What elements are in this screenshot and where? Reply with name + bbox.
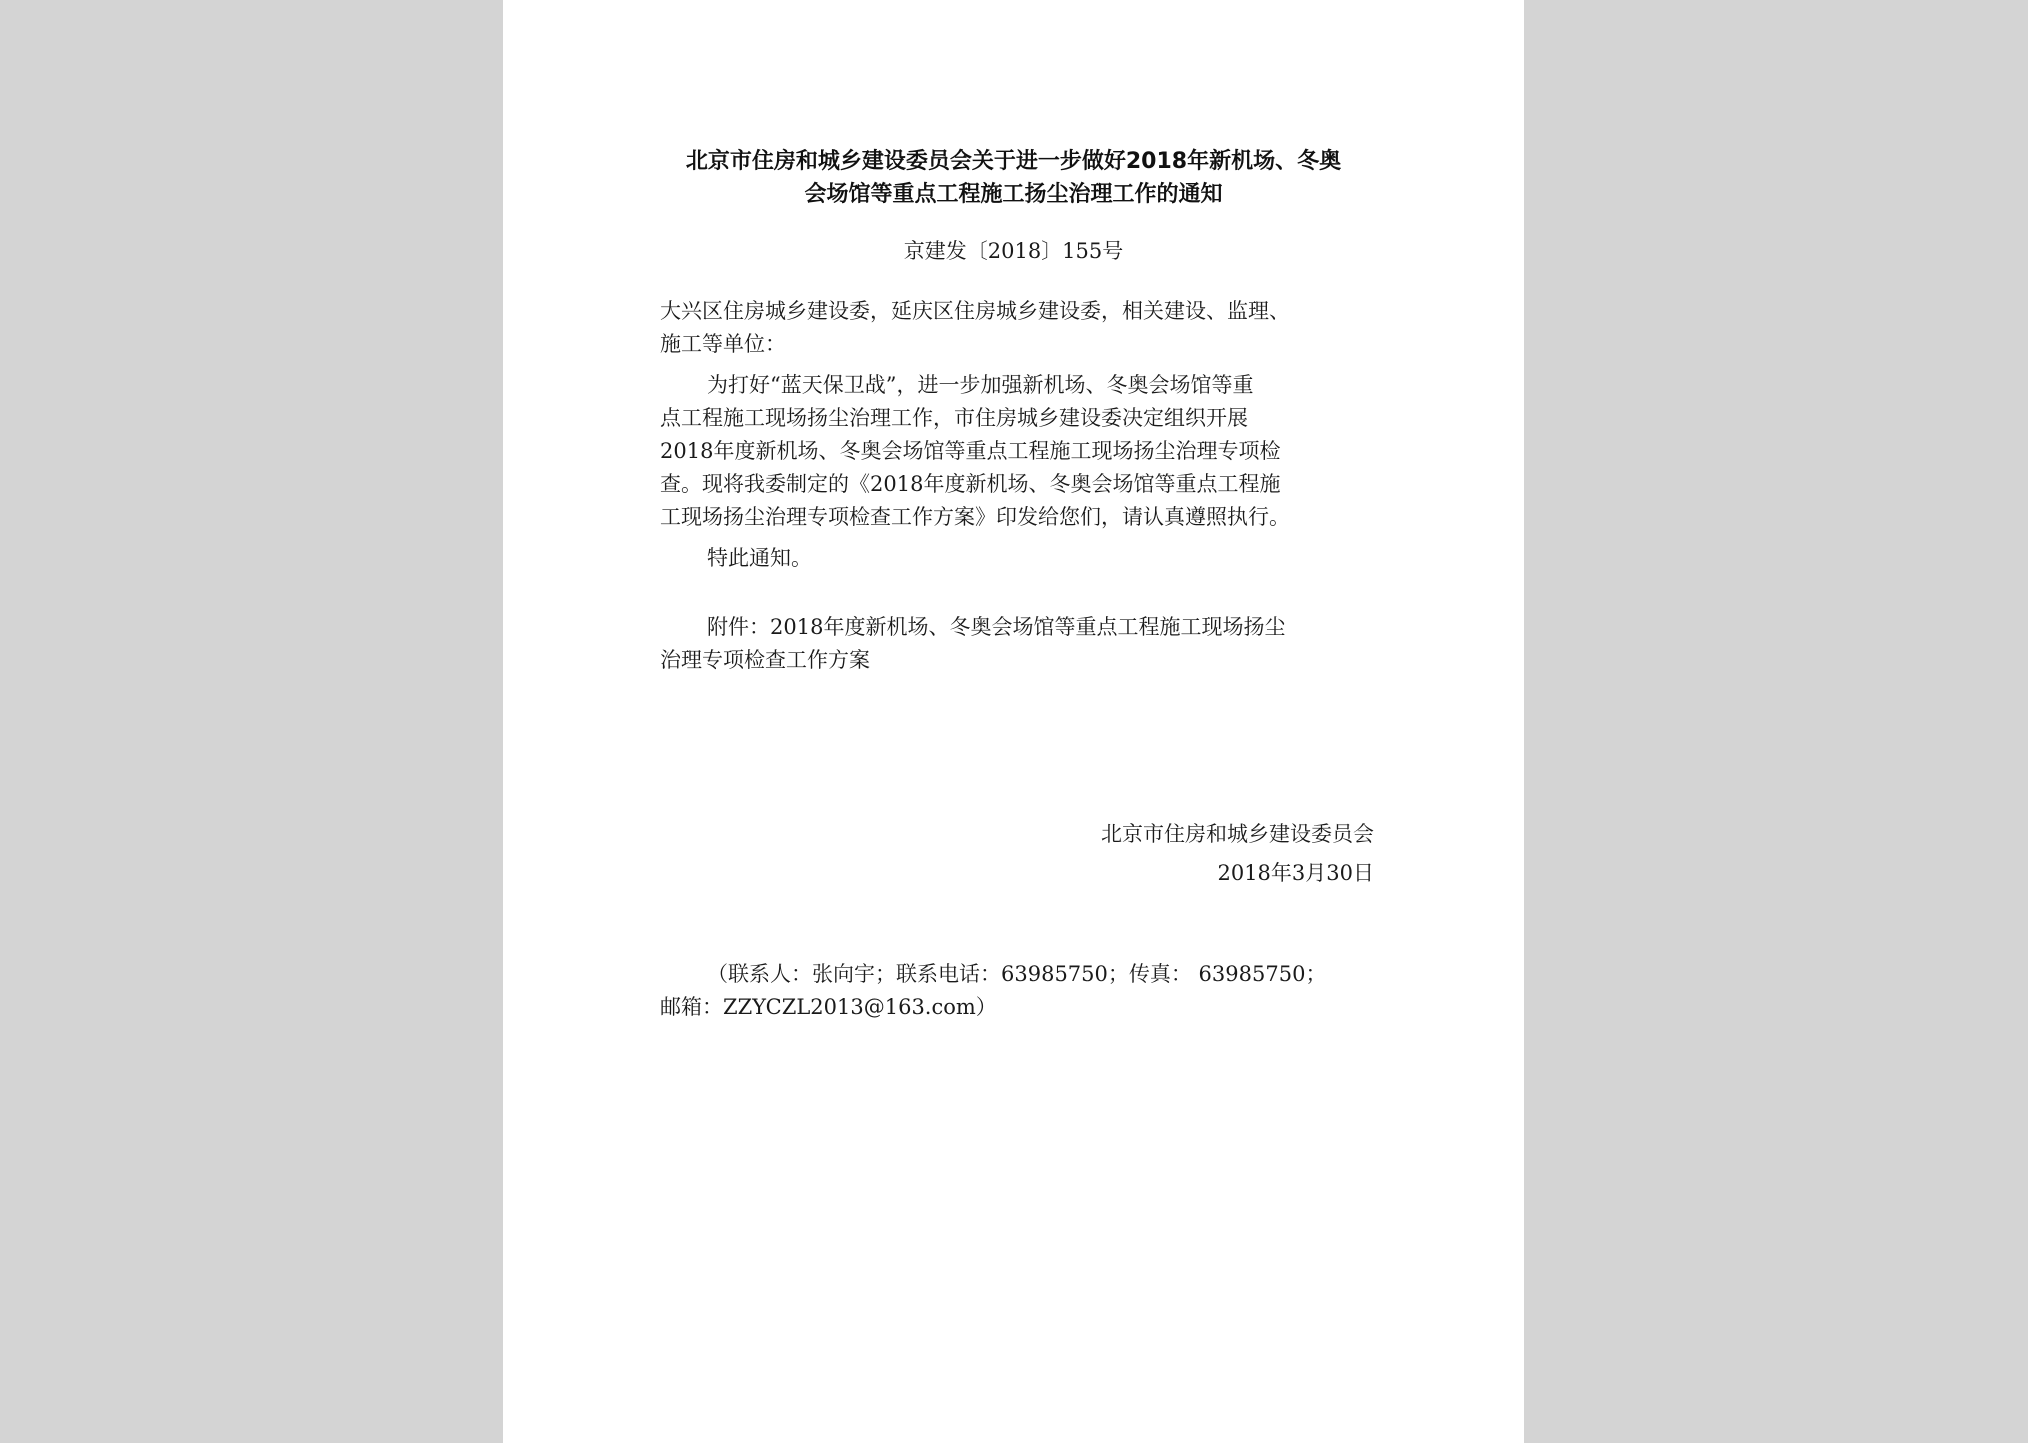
document-number: 京建发〔2018〕155号 xyxy=(903,239,1124,263)
paragraph-line-2: 点工程施工现场扬尘治理工作，市住房城乡建设委决定组织开展 xyxy=(660,406,1248,430)
addressee-line-2: 施工等单位： xyxy=(660,332,786,356)
paragraph-line-1: 为打好“蓝天保卫战”，进一步加强新机场、冬奥会场馆等重 xyxy=(707,373,1254,397)
signature-block xyxy=(1101,815,1374,893)
title-line-2: 会场馆等重点工程施工扬尘治理工作的通知 xyxy=(804,182,1223,207)
signature-date: 2018年3月30日 xyxy=(1217,861,1374,885)
addressee-line-1: 大兴区住房城乡建设委，延庆区住房城乡建设委，相关建设、监理、 xyxy=(660,299,1290,323)
paragraph-line-5: 工现场扬尘治理专项检查工作方案》印发给您们，请认真遵照执行。 xyxy=(660,505,1290,529)
signature-organization: 北京市住房和城乡建设委员会 xyxy=(1101,822,1374,846)
paragraph-line-4: 查。现将我委制定的《2018年度新机场、冬奥会场馆等重点工程施 xyxy=(660,472,1281,496)
paragraph-line-3: 2018年度新机场、冬奥会场馆等重点工程施工现场扬尘治理专项检 xyxy=(660,439,1281,463)
contact-info xyxy=(660,958,1400,1024)
document-page xyxy=(503,0,1524,1443)
document-title xyxy=(503,145,1524,211)
contact-line-1: （联系人：张向宇；联系电话：63985750；传真： 63985750； xyxy=(707,962,1327,986)
attachment-line-2: 治理专项检查工作方案 xyxy=(660,648,870,672)
attachment-line-1: 附件：2018年度新机场、冬奥会场馆等重点工程施工现场扬尘 xyxy=(707,615,1286,639)
title-line-1: 北京市住房和城乡建设委员会关于进一步做好2018年新机场、冬奥 xyxy=(685,149,1342,174)
contact-line-2: 邮箱：ZZYCZL2013@163.com） xyxy=(660,995,997,1019)
notice-line: 特此通知。 xyxy=(707,546,812,570)
document-body xyxy=(660,295,1400,677)
